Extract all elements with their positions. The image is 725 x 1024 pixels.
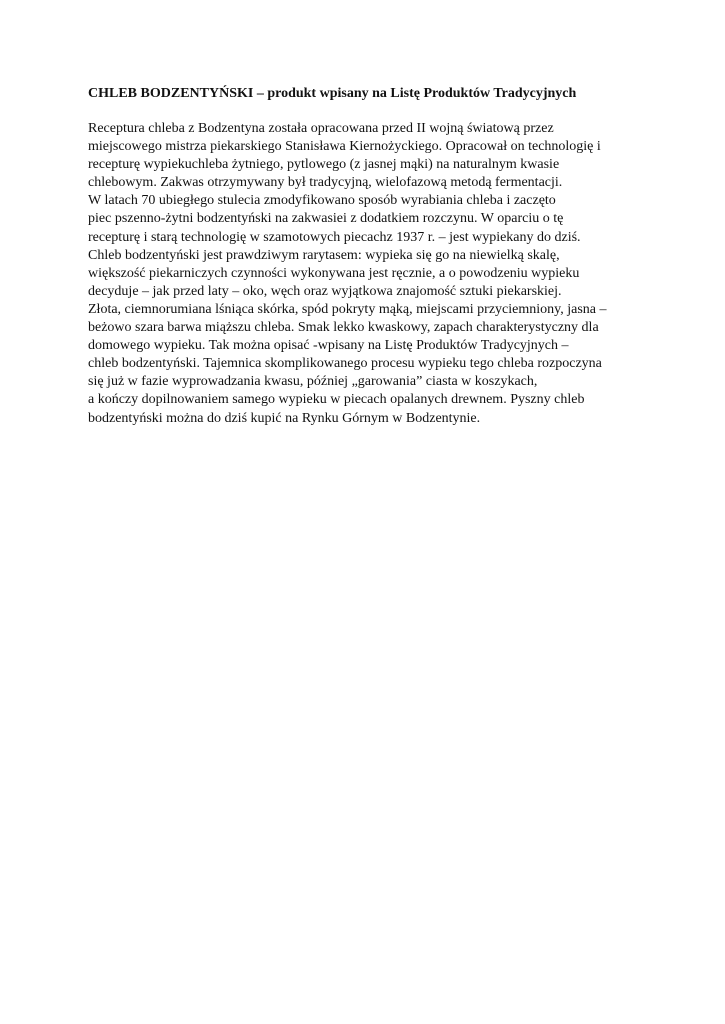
document-body	[88, 120, 648, 428]
body-line: recepturę i starą technologię w szamotowych piecachz 1937 r. – jest wypiekany do dziś.	[88, 229, 581, 245]
body-line: domowego wypieku. Tak można opisać -wpisany na Listę Produktów Tradycyjnych –	[88, 338, 569, 354]
body-line: chleb bodzentyński. Tajemnica skomplikowanego procesu wypieku tego chleba rozpoczyna	[88, 356, 602, 372]
document-title: CHLEB BODZENTYŃSKI – produkt wpisany na Listę Produktów Tradycyjnych	[88, 86, 577, 101]
body-line: Chleb bodzentyński jest prawdziwym rarytasem: wypieka się go na niewielką skalę,	[88, 247, 560, 263]
body-line: chlebowym. Zakwas otrzymywany był tradycyjną, wielofazową metodą fermentacji.	[88, 175, 563, 191]
body-line: recepturę wypiekuchleba żytniego, pytlowego (z jasnej mąki) na naturalnym kwasie	[88, 157, 560, 173]
body-line: decyduje – jak przed laty – oko, węch oraz wyjątkowa znajomość sztuki piekarskiej.	[88, 283, 562, 299]
body-line: beżowo szara barwa miąższu chleba. Smak lekko kwaskowy, zapach charakterystyczny dla	[88, 320, 599, 336]
body-line: się już w fazie wyprowadzania kwasu, później „garowania” ciasta w koszykach,	[88, 374, 538, 390]
body-line: Złota, ciemnorumiana lśniąca skórka, spód pokryty mąką, miejscami przyciemniony, jasna –	[88, 301, 607, 317]
body-line: miejscowego mistrza piekarskiego Stanisława Kiernożyckiego. Opracował on technologię i	[88, 139, 601, 155]
body-line: W latach 70 ubiegłego stulecia zmodyfikowano sposób wyrabiania chleba i zaczęto	[88, 193, 556, 209]
body-line: większość piekarniczych czynności wykonywana jest ręcznie, a o powodzeniu wypieku	[88, 265, 580, 281]
body-line: Receptura chleba z Bodzentyna została opracowana przed II wojną światową przez	[88, 121, 554, 136]
body-line: bodzentyński można do dziś kupić na Rynku Górnym w Bodzentynie.	[88, 410, 481, 426]
body-line: a kończy dopilnowaniem samego wypieku w piecach opalanych drewnem. Pyszny chleb	[88, 392, 585, 408]
body-line: piec pszenno-żytni bodzentyński na zakwasiei z dodatkiem rozczynu. W oparciu o tę	[88, 211, 564, 227]
